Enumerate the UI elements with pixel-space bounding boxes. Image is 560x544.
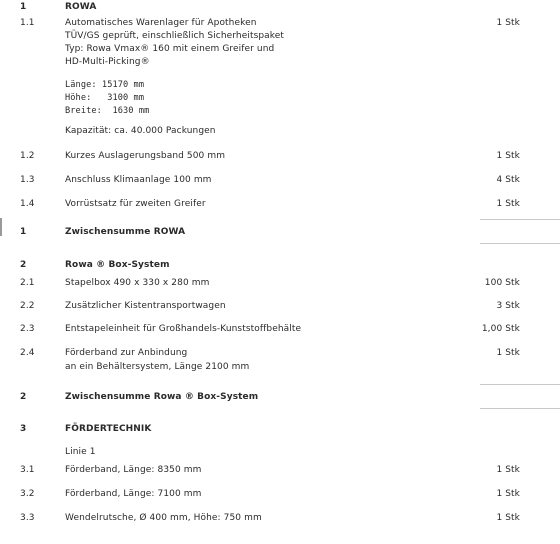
item-number: 2.4 — [20, 348, 35, 358]
item-line: Automatisches Warenlager für Apotheken — [65, 18, 257, 28]
item-number: 1.1 — [20, 18, 35, 28]
subtotal-number: 2 — [20, 392, 27, 402]
item-text: Wendelrutsche, Ø 400 mm, Höhe: 750 mm — [65, 513, 262, 523]
item-quantity: 3 Stk — [496, 301, 520, 311]
subtotal-title: Zwischensumme Rowa ® Box-System — [65, 392, 259, 402]
subtotal-rule — [480, 243, 560, 244]
item-quantity: 1 Stk — [496, 18, 520, 28]
item-quantity: 1 Stk — [496, 513, 520, 523]
item-quantity: 1 Stk — [496, 348, 520, 358]
item-number: 1.3 — [20, 175, 35, 185]
section-title: Rowa ® Box-System — [65, 260, 170, 270]
line-label: Linie 1 — [65, 447, 96, 457]
item-quantity: 1 Stk — [496, 489, 520, 499]
item-text: Vorrüstsatz für zweiten Greifer — [65, 199, 206, 209]
item-text: Förderband, Länge: 7100 mm — [65, 489, 202, 499]
section-number: 2 — [20, 260, 27, 270]
item-quantity: 1 Stk — [496, 151, 520, 161]
item-number: 2.3 — [20, 324, 35, 334]
item-number: 1.2 — [20, 151, 35, 161]
section-title: FÖRDERTECHNIK — [65, 424, 152, 434]
subtotal-title: Zwischensumme ROWA — [65, 227, 186, 237]
item-quantity: 100 Stk — [484, 278, 520, 288]
item-number: 1.4 — [20, 199, 35, 209]
subtotal-rule — [480, 384, 560, 385]
page-edge-mark — [0, 218, 2, 236]
item-line: HD-Multi-Picking® — [65, 57, 150, 67]
subtotal-rule — [480, 408, 560, 409]
item-number: 3.2 — [20, 489, 35, 499]
item-line: Förderband zur Anbindung — [65, 348, 188, 358]
item-number: 2.2 — [20, 301, 35, 311]
item-text: Förderband, Länge: 8350 mm — [65, 465, 202, 475]
item-number: 2.1 — [20, 278, 35, 288]
dimension-width: Breite: 1630 mm — [65, 106, 150, 116]
item-number: 3.1 — [20, 465, 35, 475]
capacity-note: Kapazität: ca. 40.000 Packungen — [65, 126, 216, 136]
section-number: 1 — [20, 2, 27, 12]
dimension-height: Höhe: 3100 mm — [65, 93, 145, 103]
item-text: Stapelbox 490 x 330 x 280 mm — [65, 278, 210, 288]
item-quantity: 1 Stk — [496, 199, 520, 209]
item-quantity: 1 Stk — [496, 465, 520, 475]
item-number: 3.3 — [20, 513, 35, 523]
item-line: Typ: Rowa Vmax® 160 mit einem Greifer und — [65, 44, 275, 54]
item-text: Entstapeleinheit für Großhandels-Kunststoffbehälte — [65, 324, 302, 334]
item-quantity: 4 Stk — [496, 175, 520, 185]
dimension-length: Länge: 15170 mm — [65, 80, 145, 90]
item-text: Zusätzlicher Kistentransportwagen — [65, 301, 226, 311]
subtotal-number: 1 — [20, 227, 27, 237]
section-title: ROWA — [65, 2, 97, 12]
section-number: 3 — [20, 424, 27, 434]
item-line: an ein Behältersystem, Länge 2100 mm — [65, 362, 250, 372]
item-text: Anschluss Klimaanlage 100 mm — [65, 175, 212, 185]
item-line: TÜV/GS geprüft, einschließlich Sicherheitspaket — [65, 31, 285, 41]
subtotal-rule — [480, 219, 560, 220]
item-quantity: 1,00 Stk — [481, 324, 520, 334]
item-text: Kurzes Auslagerungsband 500 mm — [65, 151, 226, 161]
